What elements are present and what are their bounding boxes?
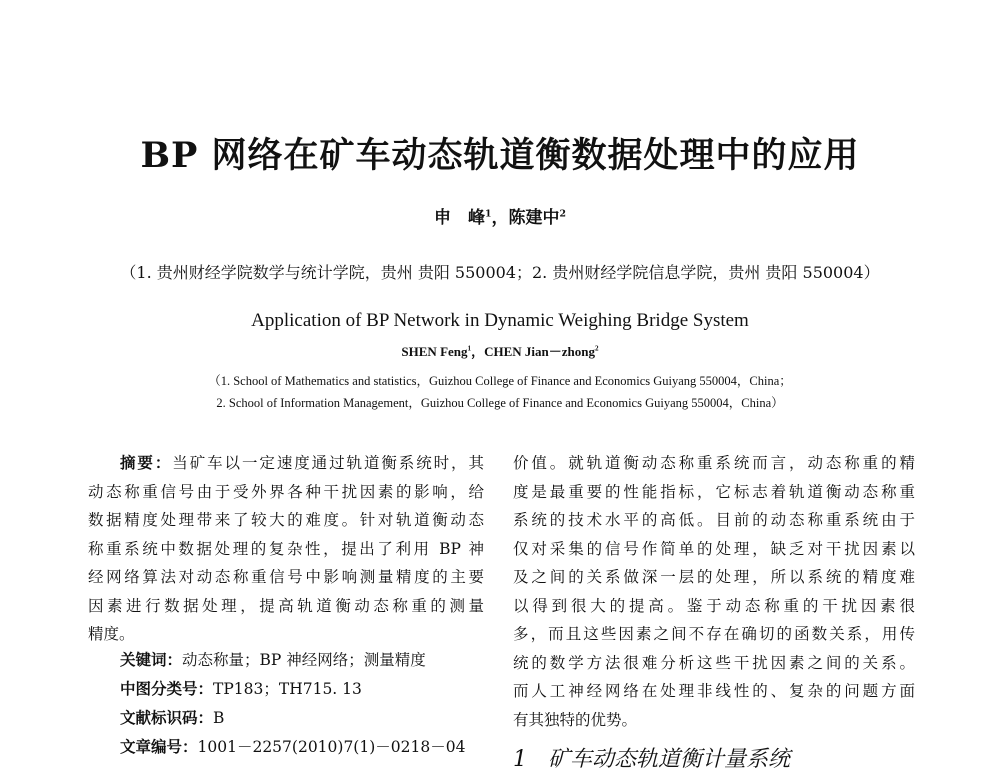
clc-value: TP183；TH715. 13 <box>213 680 362 698</box>
document-code <box>120 706 224 728</box>
body-line: 以得到很大的提高。鉴于动态称重的干扰因素很 <box>513 596 915 615</box>
body-line: 而人工神经网络在处理非线性的、复杂的问题方面 <box>513 682 915 700</box>
abstract <box>88 449 484 649</box>
abstract-line: 数据精度处理带来了较大的难度。针对轨道衡动态 <box>88 511 484 529</box>
abstract-line: 称重系统中数据处理的复杂性，提出了利用 BP 神 <box>88 539 484 558</box>
body-line: 度是最重要的性能指标，它标志着轨道衡动态称重 <box>513 482 915 501</box>
keywords-label: 关键词： <box>120 650 183 669</box>
abstract-line <box>88 449 484 478</box>
document-code-label: 文献标识码： <box>120 708 214 727</box>
clc-number <box>120 677 362 699</box>
author-line <box>0 203 1000 228</box>
affiliation-cn: （1. 贵州财经学院数学与统计学院，贵州 贵阳 550004；2. 贵州财经学院信息学院，贵州 贵阳 550004） <box>120 263 880 282</box>
abstract-label: 摘要： <box>120 453 173 472</box>
author-separator: ， <box>491 208 509 228</box>
abstract-line: 精度。 <box>88 625 135 643</box>
author-2-affil: 2 <box>559 208 567 220</box>
author-1-affil: 1 <box>484 208 492 220</box>
section-heading <box>513 742 790 773</box>
english-affiliation-2: 2. School of Information Management，Guizhou College of Finance and Economics Guiyang 550004，China） <box>216 396 784 410</box>
english-author-2: CHEN Jian－zhong <box>484 344 595 359</box>
body-line: 系统的技术水平的高低。目前的动态称重系统由于 <box>513 511 915 529</box>
paper-title: BP 网络在矿车动态轨道衡数据处理中的应用 <box>140 135 860 176</box>
body-line: 价值。就轨道衡动态称重系统而言，动态称重的精 <box>513 454 915 472</box>
english-affiliations <box>0 370 1000 414</box>
english-author-1: SHEN Feng <box>401 344 468 359</box>
abstract-line: 因素进行数据处理，提高轨道衡动态称重的测量 <box>88 596 484 615</box>
english-author-line <box>0 341 1000 360</box>
body-line: 统的数学方法很难分析这些干扰因素之间的关系。 <box>513 653 915 672</box>
abstract-line: 经网络算法对动态称重信号中影响测量精度的主要 <box>88 568 484 586</box>
english-author-separator: ， <box>471 344 485 359</box>
body-line: 及之间的关系做深一层的处理，所以系统的精度难 <box>513 568 915 586</box>
keywords-value: 动态称量；BP 神经网络；测量精度 <box>182 651 426 669</box>
english-affiliation-1: （1. School of Mathematics and statistics，Guizhou College of Finance and Economics Guiyang 550004，China； <box>208 374 792 388</box>
document-code-value: B <box>213 709 225 727</box>
clc-label: 中图分类号： <box>120 679 214 698</box>
body-line: 仅对采集的信号作简单的处理，缺乏对干扰因素以 <box>513 539 915 558</box>
abstract-line-text: 当矿车以一定速度通过轨道衡系统时，其 <box>172 454 484 472</box>
body-text-right <box>513 449 915 734</box>
article-number-value: 1001－2257(2010)7(1)－0218－04 <box>197 738 466 756</box>
body-line: 多，而且这些因素之间不存在确切的函数关系，用传 <box>513 625 915 643</box>
section-title: 矿车动态轨道衡计量系统 <box>547 747 790 772</box>
article-number <box>120 735 465 757</box>
article-number-label: 文章编号： <box>120 737 198 756</box>
author-1: 申 峰 <box>433 208 485 228</box>
keywords <box>120 648 426 670</box>
section-number: 1 <box>513 747 527 772</box>
english-author-1-affil: 1 <box>467 344 472 353</box>
body-line: 有其独特的优势。 <box>513 710 638 729</box>
author-2: 陈建中 <box>508 208 560 228</box>
english-title: Application of BP Network in Dynamic Weighing Bridge System <box>251 310 749 331</box>
english-author-2-affil: 2 <box>595 344 599 353</box>
abstract-line: 动态称重信号由于受外界各种干扰因素的影响，给 <box>88 482 484 501</box>
